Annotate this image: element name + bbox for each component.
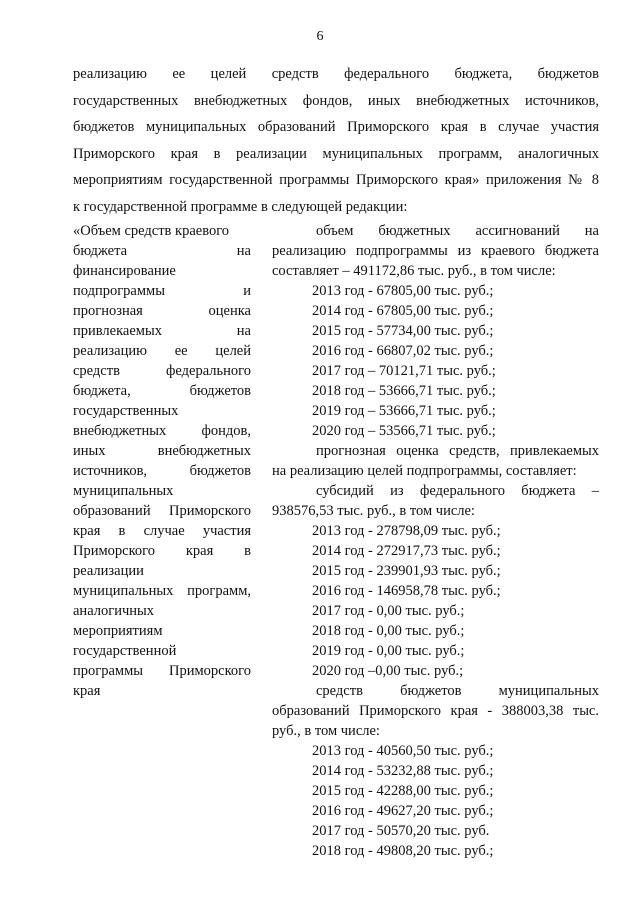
- label-line: образований Приморского: [73, 503, 251, 519]
- municipal-budget-year: 2018 год - 49808,20 тыс. руб.;: [312, 843, 494, 859]
- label-line: реализацию ее целей: [73, 343, 251, 359]
- intro-line: Приморского края в реализации муниципальных программ, аналогичных: [73, 145, 599, 162]
- regional-budget-intro-line: объем бюджетных ассигнований на: [316, 223, 599, 239]
- intro-line: мероприятиям государственной программы Приморского края» приложения № 8: [73, 172, 599, 188]
- municipal-budget-intro-line: руб., в том числе:: [272, 723, 380, 739]
- regional-budget-intro-line: реализацию подпрограммы из краевого бюджета: [272, 243, 599, 259]
- label-line: государственной: [73, 643, 177, 659]
- federal-subsidy-year: 2013 год - 278798,09 тыс. руб.;: [312, 523, 501, 539]
- intro-line: реализацию ее целей средств федерального бюджета, бюджетов: [73, 66, 599, 82]
- intro-paragraph: [73, 64, 599, 223]
- label-line: иных внебюджетных: [73, 443, 251, 459]
- funding-label-column: [73, 221, 251, 701]
- municipal-budget-year: 2015 год - 42288,00 тыс. руб.;: [312, 783, 494, 799]
- municipal-budget-intro-line: средств бюджетов муниципальных: [316, 683, 599, 699]
- federal-subsidy-intro-line: субсидий из федерального бюджета –: [316, 483, 599, 499]
- label-line: муниципальных: [73, 483, 174, 499]
- label-line: государственных: [73, 403, 179, 419]
- regional-budget-year: 2019 год – 53666,71 тыс. руб.;: [312, 403, 496, 419]
- label-line: бюджета, бюджетов: [73, 383, 251, 399]
- label-line: привлекаемых на: [73, 323, 251, 339]
- label-line: внебюджетных фондов,: [73, 423, 251, 439]
- label-line: источников, бюджетов: [73, 463, 251, 479]
- page-number: 6: [316, 29, 324, 44]
- federal-subsidy-year: 2014 год - 272917,73 тыс. руб.;: [312, 543, 501, 559]
- label-line: средств федерального: [73, 363, 251, 379]
- forecast-intro-line: на реализацию целей подпрограммы, составляет:: [272, 463, 577, 479]
- label-line: Приморского края в: [73, 543, 251, 559]
- intro-line: бюджетов муниципальных образований Приморского края в случае участия: [73, 119, 599, 135]
- funding-values-column: [272, 221, 599, 861]
- federal-subsidy-year: 2020 год –0,00 тыс. руб.;: [312, 663, 464, 679]
- label-line: края в случае участия: [73, 523, 251, 539]
- regional-budget-year: 2013 год - 67805,00 тыс. руб.;: [312, 283, 494, 299]
- regional-budget-year: 2014 год - 67805,00 тыс. руб.;: [312, 303, 494, 319]
- label-line: «Объем средств краевого: [73, 223, 230, 239]
- label-line: прогнозная оценка: [73, 303, 251, 319]
- federal-subsidy-intro-line: 938576,53 тыс. руб., в том числе:: [272, 503, 475, 519]
- label-line: муниципальных программ,: [73, 583, 251, 599]
- intro-line: государственных внебюджетных фондов, иных внебюджетных источников,: [73, 92, 599, 109]
- label-line: подпрограммы и: [73, 283, 251, 299]
- regional-budget-year: 2017 год – 70121,71 тыс. руб.;: [312, 363, 496, 379]
- label-line: аналогичных: [73, 603, 154, 619]
- municipal-budget-year: 2016 год - 49627,20 тыс. руб.;: [312, 803, 494, 819]
- regional-budget-year: 2015 год - 57734,00 тыс. руб.;: [312, 323, 494, 339]
- municipal-budget-year: 2017 год - 50570,20 тыс. руб.: [312, 823, 490, 839]
- intro-line: к государственной программе в следующей редакции:: [73, 198, 408, 215]
- label-line: мероприятиям: [73, 623, 163, 639]
- municipal-budget-year: 2014 год - 53232,88 тыс. руб.;: [312, 763, 494, 779]
- municipal-budget-year: 2013 год - 40560,50 тыс. руб.;: [312, 743, 494, 759]
- label-line: края: [73, 683, 101, 699]
- federal-subsidy-year: 2016 год - 146958,78 тыс. руб.;: [312, 583, 501, 599]
- label-line: финансирование: [73, 263, 176, 279]
- regional-budget-year: 2018 год – 53666,71 тыс. руб.;: [312, 383, 496, 399]
- regional-budget-year: 2016 год - 66807,02 тыс. руб.;: [312, 343, 494, 359]
- federal-subsidy-year: 2019 год - 0,00 тыс. руб.;: [312, 643, 465, 659]
- forecast-intro-line: прогнозная оценка средств, привлекаемых: [316, 443, 599, 459]
- label-line: реализации: [73, 563, 144, 579]
- municipal-budget-intro-line: образований Приморского края - 388003,38 тыс.: [272, 703, 599, 719]
- federal-subsidy-year: 2015 год - 239901,93 тыс. руб.;: [312, 563, 501, 579]
- label-line: программы Приморского: [73, 663, 251, 679]
- federal-subsidy-year: 2017 год - 0,00 тыс. руб.;: [312, 603, 465, 619]
- federal-subsidy-year: 2018 год - 0,00 тыс. руб.;: [312, 623, 465, 639]
- label-line: бюджета на: [73, 243, 251, 259]
- regional-budget-year: 2020 год – 53566,71 тыс. руб.;: [312, 423, 496, 439]
- regional-budget-intro-line: составляет – 491172,86 тыс. руб., в том числе:: [272, 263, 556, 279]
